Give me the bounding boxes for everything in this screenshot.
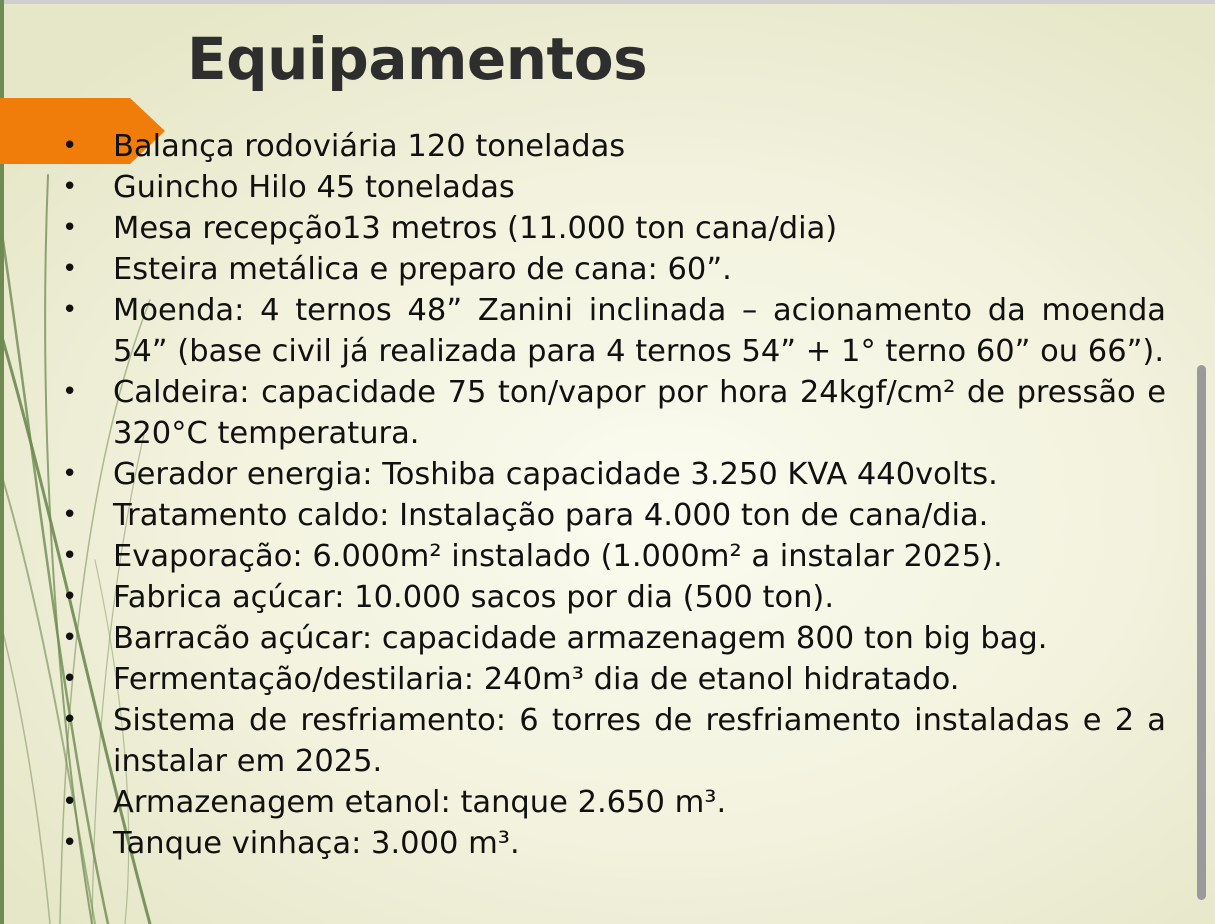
bullet-dot: • <box>62 254 78 284</box>
bullet-item <box>62 577 1166 618</box>
bullet-text: Balança rodoviária 120 toneladas <box>113 129 626 164</box>
bullet-dot: • <box>62 705 78 735</box>
bullet-text: Tratamento caldo: Instalação para 4.000 ton de cana/dia. <box>113 498 989 533</box>
bullet-item <box>62 126 1166 167</box>
bullet-text: Caldeira: capacidade 75 ton/vapor por hora 24kgf/cm² de pressão e 320°C temperatura. <box>113 375 1166 451</box>
bullet-dot: • <box>62 377 78 407</box>
bullet-text: Evaporação: 6.000m² instalado (1.000m² a instalar 2025). <box>113 539 1003 574</box>
bullet-dot: • <box>62 213 78 243</box>
bullet-dot: • <box>62 172 78 202</box>
bullet-text: Armazenagem etanol: tanque 2.650 m³. <box>113 785 727 820</box>
bullet-text: Esteira metálica e preparo de cana: 60”. <box>113 252 732 287</box>
bullet-dot: • <box>62 500 78 530</box>
bullet-item <box>62 536 1166 577</box>
bullet-item <box>62 290 1166 372</box>
bullet-text: Moenda: 4 ternos 48” Zanini inclinada – acionamento da moenda 54” (base civil já realizada para 4 ternos 54” + 1° terno 60” ou 66”). <box>113 293 1166 369</box>
bullet-text: Fabrica açúcar: 10.000 sacos por dia (500 ton). <box>113 580 835 615</box>
bullet-text: Fermentação/destilaria: 240m³ dia de etanol hidratado. <box>113 662 960 697</box>
equipment-bullet-list <box>62 126 1166 864</box>
bullet-dot: • <box>62 459 78 489</box>
vertical-scrollbar[interactable] <box>1197 365 1206 900</box>
bullet-item <box>62 823 1166 864</box>
bullet-dot: • <box>62 828 78 858</box>
bullet-item <box>62 495 1166 536</box>
slide-title: Equipamentos <box>187 25 648 93</box>
bullet-text: Gerador energia: Toshiba capacidade 3.250 KVA 440volts. <box>113 457 998 492</box>
bullet-text: Guincho Hilo 45 toneladas <box>113 170 515 205</box>
bullet-text: Sistema de resfriamento: 6 torres de resfriamento instaladas e 2 a instalar em 2025. <box>113 703 1166 779</box>
bullet-dot: • <box>62 131 78 161</box>
bullet-item <box>62 167 1166 208</box>
bullet-item <box>62 618 1166 659</box>
bullet-dot: • <box>62 582 78 612</box>
bullet-dot: • <box>62 295 78 325</box>
bullet-text: Tanque vinhaça: 3.000 m³. <box>113 826 520 861</box>
bullet-text: Mesa recepção13 metros (11.000 ton cana/dia) <box>113 211 838 246</box>
bullet-item <box>62 782 1166 823</box>
bullet-text: Barracão açúcar: capacidade armazenagem 800 ton big bag. <box>113 621 1048 656</box>
bullet-item <box>62 249 1166 290</box>
bullet-dot: • <box>62 541 78 571</box>
bullet-dot: • <box>62 623 78 653</box>
bullet-item <box>62 208 1166 249</box>
bullet-item <box>62 659 1166 700</box>
bullet-dot: • <box>62 664 78 694</box>
bullet-item <box>62 700 1166 782</box>
bullet-item <box>62 372 1166 454</box>
bullet-dot: • <box>62 787 78 817</box>
bullet-item <box>62 454 1166 495</box>
